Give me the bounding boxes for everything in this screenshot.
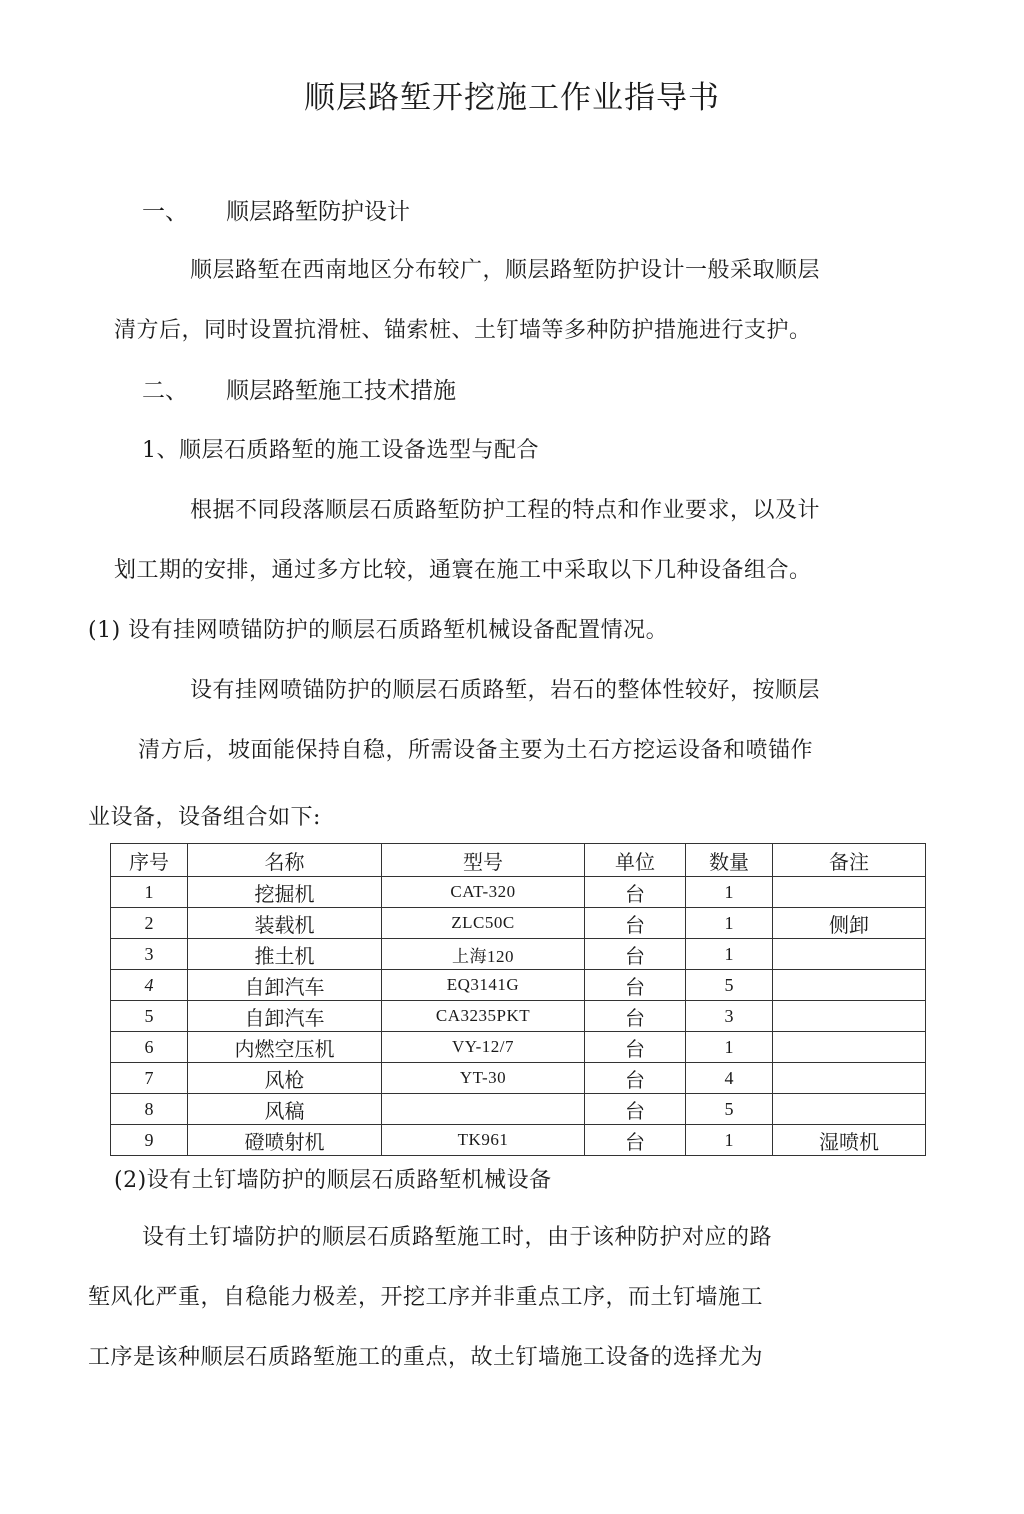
- section-2-heading: 顺层路堑施工技术措施: [226, 378, 456, 404]
- cell-unit: 台: [585, 939, 686, 970]
- table-row: [111, 970, 926, 1001]
- item-2-heading: (2)设有土钉墙防护的顺层石质路堑机械设备: [114, 1168, 552, 1193]
- cell-unit: 台: [585, 970, 686, 1001]
- cell-remark: 侧卸: [773, 908, 926, 939]
- cell-quantity: 5: [686, 1094, 773, 1125]
- cell-quantity: 3: [686, 1001, 773, 1032]
- cell-name: 挖掘机: [188, 877, 382, 908]
- cell-quantity: 5: [686, 970, 773, 1001]
- col-header-model: 型号: [382, 844, 585, 877]
- item-1-para-line-1: 设有挂网喷锚防护的顺层石质路堑，岩石的整体性较好，按顺层: [190, 678, 821, 703]
- col-header-name: 名称: [188, 844, 382, 877]
- cell-name: 内燃空压机: [188, 1032, 382, 1063]
- cell-model: EQ3141G: [382, 970, 585, 1001]
- cell-index: 3: [111, 939, 188, 970]
- section-1-para-line-2: 清方后，同时设置抗滑桩、锚索桩、土钉墙等多种防护措施进行支护。: [114, 318, 812, 343]
- subsection-1-para-line-2: 划工期的安排，通过多方比较，通寰在施工中采取以下几种设备组合。: [114, 558, 812, 583]
- cell-index: 2: [111, 908, 188, 939]
- cell-model: VY-12/7: [382, 1032, 585, 1063]
- cell-remark: [773, 1063, 926, 1094]
- table-row: [111, 1094, 926, 1125]
- document-title: 顺层路堑开挖施工作业指导书: [304, 80, 720, 116]
- cell-remark: 湿喷机: [773, 1125, 926, 1156]
- cell-unit: 台: [585, 877, 686, 908]
- col-header-index: 序号: [111, 844, 188, 877]
- cell-model: CAT-320: [382, 877, 585, 908]
- item-1-para-line-3: 业设备，设备组合如下:: [88, 805, 321, 830]
- equipment-table: [110, 843, 926, 1156]
- table-row: [111, 1125, 926, 1156]
- cell-index: 9: [111, 1125, 188, 1156]
- table-header-row: [111, 844, 926, 877]
- cell-name: 自卸汽车: [188, 1001, 382, 1032]
- cell-unit: 台: [585, 1001, 686, 1032]
- cell-quantity: 1: [686, 939, 773, 970]
- subsection-1-para-line-1: 根据不同段落顺层石质路堑防护工程的特点和作业要求，以及计: [190, 498, 821, 523]
- col-header-remark: 备注: [773, 844, 926, 877]
- cell-model: TK961: [382, 1125, 585, 1156]
- cell-name: 装载机: [188, 908, 382, 939]
- cell-index: 5: [111, 1001, 188, 1032]
- cell-model: YT-30: [382, 1063, 585, 1094]
- cell-index: 6: [111, 1032, 188, 1063]
- item-2-para-line-2: 堑风化严重，自稳能力极差，开挖工序并非重点工序，而土钉墙施工: [88, 1285, 764, 1310]
- cell-name: 自卸汽车: [188, 970, 382, 1001]
- table-row: [111, 908, 926, 939]
- cell-remark: [773, 970, 926, 1001]
- cell-unit: 台: [585, 908, 686, 939]
- cell-name: 推土机: [188, 939, 382, 970]
- table-row: [111, 1032, 926, 1063]
- cell-model: ZLC50C: [382, 908, 585, 939]
- cell-remark: [773, 877, 926, 908]
- cell-name: 磴喷射机: [188, 1125, 382, 1156]
- cell-unit: 台: [585, 1032, 686, 1063]
- cell-model: 上海120: [382, 939, 585, 970]
- cell-quantity: 4: [686, 1063, 773, 1094]
- cell-index: 8: [111, 1094, 188, 1125]
- cell-quantity: 1: [686, 908, 773, 939]
- item-1-para-line-2: 清方后，坡面能保持自稳，所需设备主要为土石方挖运设备和喷锚作: [138, 738, 814, 763]
- item-2-para-line-1: 设有土钉墙防护的顺层石质路堑施工时，由于该种防护对应的路: [142, 1225, 773, 1250]
- item-2-para-line-3: 工序是该种顺层石质路堑施工的重点，故土钉墙施工设备的选择尤为: [88, 1345, 764, 1370]
- section-1-para-line-1: 顺层路堑在西南地区分布较广，顺层路堑防护设计一般采取顺层: [190, 258, 821, 283]
- cell-index: 4: [111, 970, 188, 1001]
- subsection-1-heading: 1、顺层石质路堑的施工设备选型与配合: [142, 438, 539, 463]
- cell-model: CA3235PKT: [382, 1001, 585, 1032]
- cell-remark: [773, 1032, 926, 1063]
- table-row: [111, 1063, 926, 1094]
- section-1-number: 一、: [142, 199, 188, 225]
- cell-model: [382, 1094, 585, 1125]
- cell-unit: 台: [585, 1063, 686, 1094]
- cell-name: 风枪: [188, 1063, 382, 1094]
- table-row: [111, 877, 926, 908]
- cell-remark: [773, 1001, 926, 1032]
- col-header-quantity: 数量: [686, 844, 773, 877]
- item-1-heading: (1) 设有挂网喷锚防护的顺层石质路堑机械设备配置情况。: [88, 618, 669, 643]
- section-1-heading: 顺层路堑防护设计: [226, 199, 410, 225]
- cell-index: 1: [111, 877, 188, 908]
- col-header-unit: 单位: [585, 844, 686, 877]
- cell-name: 风稿: [188, 1094, 382, 1125]
- cell-quantity: 1: [686, 877, 773, 908]
- cell-quantity: 1: [686, 1125, 773, 1156]
- cell-unit: 台: [585, 1125, 686, 1156]
- cell-quantity: 1: [686, 1032, 773, 1063]
- cell-index: 7: [111, 1063, 188, 1094]
- table-row: [111, 1001, 926, 1032]
- cell-remark: [773, 1094, 926, 1125]
- cell-remark: [773, 939, 926, 970]
- cell-unit: 台: [585, 1094, 686, 1125]
- section-2-number: 二、: [142, 378, 188, 404]
- table-row: [111, 939, 926, 970]
